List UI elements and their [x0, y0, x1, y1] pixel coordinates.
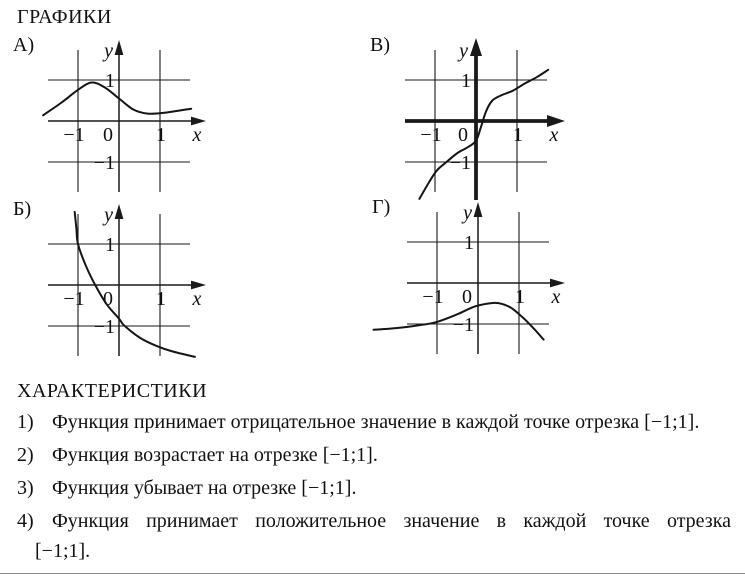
list-item-1: [17, 409, 731, 435]
item-text: [52, 475, 356, 501]
tick-x-minus1: −1: [63, 288, 85, 310]
item-4-first-line: [17, 508, 731, 534]
x-axis-label: x: [551, 286, 561, 308]
graph-label-b: Б): [13, 198, 32, 220]
graph-panel-v: [361, 31, 591, 211]
tick-y-minus1: −1: [449, 152, 471, 174]
tick-y-minus1: −1: [93, 316, 115, 338]
tick-y1: 1: [464, 232, 474, 254]
tick-y1: 1: [105, 70, 115, 92]
graph-plot-a: [4, 31, 224, 206]
graph-panel-a: [4, 31, 234, 211]
characteristics-section-title: ХАРАКТЕРИСТИКИ: [17, 380, 208, 402]
x-axis-label: x: [192, 288, 202, 310]
axes: [407, 202, 565, 354]
interval-notation: [−1;1]: [301, 477, 352, 499]
tick-origin: 0: [103, 288, 113, 310]
axes: [405, 38, 565, 200]
tick-y-minus1: −1: [452, 314, 474, 336]
tick-x1: 1: [513, 124, 523, 146]
interval-notation: [−1;1]: [322, 444, 373, 466]
interval-notation: [−1;1]: [644, 411, 695, 433]
item-statement: Функция принимает положительное значение в каждой точке отрезка: [52, 510, 731, 532]
characteristics-list: [17, 409, 731, 564]
graph-label-v: В): [370, 34, 390, 56]
y-axis-label: y: [459, 40, 468, 62]
axes: [48, 204, 206, 356]
item-number: 3): [17, 477, 34, 499]
graphs-section-title: ГРАФИКИ: [17, 6, 112, 28]
tick-y1: 1: [105, 234, 115, 256]
graph-plot-b: [4, 195, 224, 370]
list-item-4: [17, 508, 731, 564]
item-suffix: .: [351, 477, 357, 499]
item-text: [52, 409, 699, 435]
y-axis-arrow-icon: [470, 38, 482, 56]
tick-x-minus1: −1: [420, 124, 442, 146]
item-suffix: .: [694, 411, 700, 433]
y-axis-arrow-icon: [115, 204, 124, 219]
y-axis-label: y: [104, 204, 113, 226]
graph-plot-v: [361, 31, 581, 206]
tick-x-minus1: −1: [63, 124, 85, 146]
item-number: 2): [17, 444, 34, 466]
bottom-divider: [0, 573, 745, 574]
y-axis-label: y: [104, 40, 113, 62]
item-number: 4): [17, 510, 34, 532]
tick-y1: 1: [461, 70, 471, 92]
y-axis-label: y: [463, 202, 472, 224]
x-axis-label: x: [192, 124, 202, 146]
item-suffix: .: [372, 444, 378, 466]
list-item-3: [17, 475, 731, 501]
item-text: [52, 442, 378, 468]
item-statement: Функция принимает отрицательное значение в каждой точке отрезка: [52, 411, 640, 433]
tick-x1: 1: [515, 286, 525, 308]
item-statement: Функция возрастает на отрезке: [52, 444, 318, 466]
graph-panel-b: [4, 195, 234, 375]
tick-origin: 0: [458, 124, 468, 146]
item-suffix: .: [85, 540, 91, 562]
graph-label-g: Г): [372, 196, 391, 218]
tick-y-minus1: −1: [93, 152, 115, 174]
function-curve: [43, 82, 191, 115]
y-axis-arrow-icon: [115, 40, 124, 55]
graph-panel-g: [363, 193, 593, 373]
item-4-continuation: [35, 538, 731, 564]
graph-plot-g: [363, 193, 583, 368]
tick-origin: 0: [462, 286, 472, 308]
tick-origin: 0: [103, 124, 113, 146]
list-item-2: [17, 442, 731, 468]
interval-notation: [−1;1]: [35, 540, 86, 562]
tick-x1: 1: [156, 124, 166, 146]
graph-label-a: А): [13, 34, 35, 56]
y-axis-arrow-icon: [474, 202, 483, 217]
tick-x-minus1: −1: [422, 286, 444, 308]
tick-x1: 1: [156, 288, 166, 310]
item-statement: Функция убывает на отрезке: [52, 477, 297, 499]
item-number: 1): [17, 411, 34, 433]
axes: [48, 40, 206, 192]
x-axis-label: x: [549, 124, 559, 146]
